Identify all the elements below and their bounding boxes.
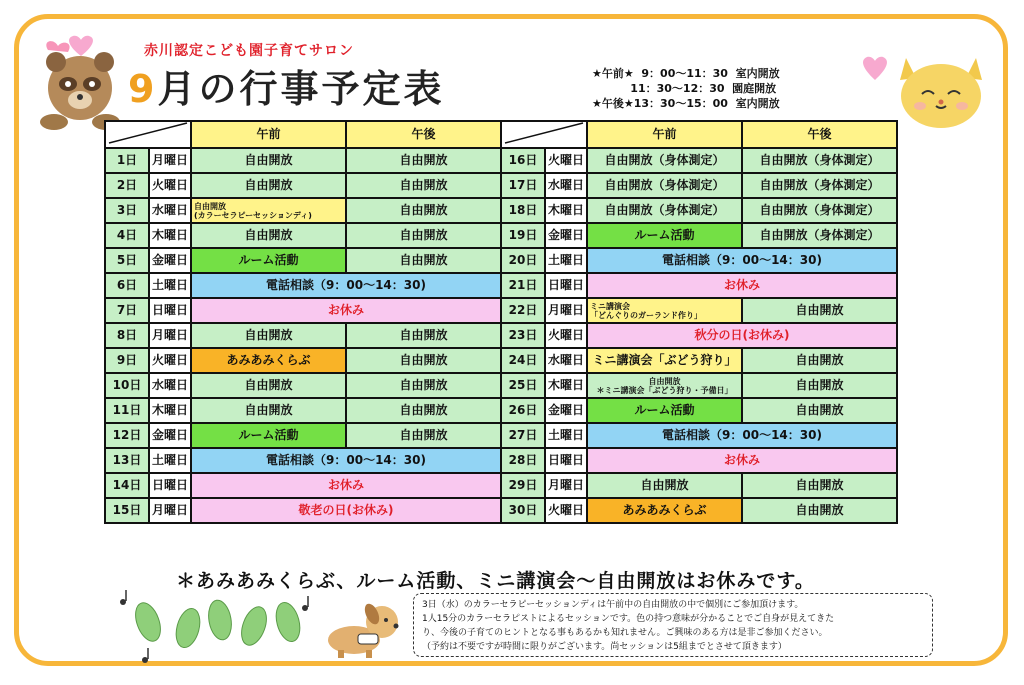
day-cell: 4日 [105,223,149,248]
weekday-cell: 水曜日 [545,173,587,198]
event-cell-pm: 自由開放 [742,348,897,373]
event-cell-full: お休み [191,298,501,323]
event-cell-pm: 自由開放 [742,498,897,523]
event-cell-am: 自由開放 [191,398,346,423]
table-row [105,298,501,323]
table-row [501,498,897,523]
event-cell-am: 自由開放 [191,173,346,198]
event-cell-pm: 自由開放 [742,298,897,323]
event-cell-pm: 自由開放 [346,198,501,223]
day-cell: 29日 [501,473,545,498]
event-cell-pm: 自由開放（身体測定） [742,223,897,248]
heart-icon [858,54,892,82]
day-cell: 13日 [105,448,149,473]
event-cell-pm: 自由開放 [742,398,897,423]
table-row [501,373,897,398]
table-row [105,223,501,248]
opening-hours: ★午前★ 9：00～11：30 室内開放 11：30～12：30 園庭開放 ★午後★13：30～15：00 室内開放 [592,67,780,110]
day-cell: 26日 [501,398,545,423]
event-cell-pm: 自由開放 [346,398,501,423]
header-corner [501,121,587,148]
event-cell-full: 電話相談（9：00～14：30) [587,248,897,273]
table-row [501,448,897,473]
info-line: 3日（水）のカラーセラピーセッションディは午前中の自由開放の中で個別にご参加頂けます。 [422,600,804,610]
day-cell: 22日 [501,298,545,323]
event-cell-full: お休み [191,473,501,498]
event-cell-pm: 自由開放 [346,348,501,373]
table-row [105,248,501,273]
weekday-cell: 火曜日 [545,498,587,523]
weekday-cell: 月曜日 [149,498,191,523]
event-cell-am: 自由開放 [191,373,346,398]
music-note-icon [138,646,154,664]
weekday-cell: 土曜日 [149,273,191,298]
closure-note: ＊あみあみくらぶ、ルーム活動、ミニ講演会～自由開放はお休みです。 [176,570,815,592]
weekday-cell: 金曜日 [545,398,587,423]
event-cell-pm: 自由開放（身体測定） [742,148,897,173]
day-cell: 3日 [105,198,149,223]
weekday-cell: 木曜日 [545,198,587,223]
event-cell-pm: 自由開放 [346,373,501,398]
day-cell: 15日 [105,498,149,523]
event-cell-am: 自由開放 [191,148,346,173]
event-cell-am: ミニ講演会「ぶどう狩り」 [587,348,742,373]
event-cell-pm: 自由開放 [346,248,501,273]
event-cell-am: 自由開放 ＊ミニ講演会「ぶどう狩り・予備日」 [587,373,742,398]
weekday-cell: 水曜日 [545,348,587,373]
info-line: り、今後の子育てのヒントとなる事もあるかも知れません。ご興味のある方は是非ご参加ください。 [422,628,828,638]
day-cell: 9日 [105,348,149,373]
weekday-cell: 日曜日 [149,298,191,323]
day-cell: 19日 [501,223,545,248]
weekday-cell: 月曜日 [149,323,191,348]
event-cell-pm: 自由開放 [346,173,501,198]
title-month: 9 [128,67,158,111]
day-cell: 20日 [501,248,545,273]
day-cell: 11日 [105,398,149,423]
day-cell: 27日 [501,423,545,448]
weekday-cell: 火曜日 [149,173,191,198]
event-cell-pm: 自由開放 [346,148,501,173]
event-cell-am: 自由開放（身体測定） [587,173,742,198]
table-row [105,348,501,373]
event-cell-am: ルーム活動 [587,223,742,248]
weekday-cell: 月曜日 [545,298,587,323]
schedule-table-right [500,120,898,524]
day-cell: 25日 [501,373,545,398]
weekday-cell: 土曜日 [545,248,587,273]
event-cell-full: 電話相談（9：00～14：30) [587,423,897,448]
event-cell-am: あみあみくらぶ [587,498,742,523]
table-row [501,473,897,498]
day-cell: 16日 [501,148,545,173]
event-cell-pm: 自由開放（身体測定） [742,198,897,223]
weekday-cell: 火曜日 [545,323,587,348]
table-row [105,173,501,198]
table-row [105,373,501,398]
event-cell-full: 電話相談（9：00～14：30) [191,273,501,298]
event-cell-am: ルーム活動 [191,248,346,273]
table-row [105,323,501,348]
day-cell: 10日 [105,373,149,398]
day-cell: 12日 [105,423,149,448]
event-cell-am: 自由開放 [191,323,346,348]
column-header-pm: 午後 [742,121,897,148]
table-row [105,198,501,223]
page-title [128,58,444,113]
event-cell-pm: 自由開放 [346,223,501,248]
day-cell: 6日 [105,273,149,298]
day-cell: 30日 [501,498,545,523]
weekday-cell: 木曜日 [149,398,191,423]
day-cell: 1日 [105,148,149,173]
day-cell: 7日 [105,298,149,323]
day-cell: 8日 [105,323,149,348]
event-cell-am: 自由開放 [191,223,346,248]
table-header-row [105,121,501,148]
weekday-cell: 土曜日 [545,423,587,448]
event-cell-full: 秋分の日(お休み) [587,323,897,348]
day-cell: 14日 [105,473,149,498]
event-cell-am: ルーム活動 [587,398,742,423]
event-cell-pm: 自由開放（身体測定） [742,173,897,198]
info-line: 1人15分のカラーセラピストによるセッションです。色の持つ意味が分かることでご自身が見えてきた [422,614,835,624]
table-header-row [501,121,897,148]
weekday-cell: 火曜日 [149,348,191,373]
day-cell: 28日 [501,448,545,473]
table-row [105,148,501,173]
event-cell-am: 自由開放 [587,473,742,498]
table-row [501,398,897,423]
info-line: （予約は不要ですが時間に限りがございます。尚セッションは5組までとさせて頂きます） [422,642,787,652]
table-row [501,323,897,348]
event-cell-am: ミニ講演会 「どんぐりのガーランド作り」 [587,298,742,323]
event-cell-full: 電話相談（9：00～14：30) [191,448,501,473]
schedule-table-left [104,120,502,524]
event-cell-am: ルーム活動 [191,423,346,448]
table-row [105,273,501,298]
music-note-icon [298,594,314,612]
weekday-cell: 金曜日 [149,423,191,448]
music-note-icon [116,588,132,606]
diagonal-line [107,122,189,144]
event-cell-pm: 自由開放 [742,473,897,498]
table-row [501,298,897,323]
weekday-cell: 木曜日 [545,373,587,398]
table-row [105,448,501,473]
weekday-cell: 水曜日 [149,373,191,398]
day-cell: 5日 [105,248,149,273]
weekday-cell: 木曜日 [149,223,191,248]
event-cell-full: お休み [587,273,897,298]
heart-icon [64,34,98,58]
weekday-cell: 日曜日 [545,448,587,473]
table-row [501,173,897,198]
table-row [501,198,897,223]
table-row [501,223,897,248]
day-cell: 24日 [501,348,545,373]
header-corner [105,121,191,148]
title-text: 月の行事予定表 [157,67,445,111]
table-row [501,273,897,298]
table-row [105,423,501,448]
table-row [501,248,897,273]
day-cell: 2日 [105,173,149,198]
table-row [105,473,501,498]
weekday-cell: 日曜日 [149,473,191,498]
table-row [501,348,897,373]
dog-illustration [318,594,408,660]
event-cell-full: 敬老の日(お休み) [191,498,501,523]
weekday-cell: 日曜日 [545,273,587,298]
diagonal-line [503,122,585,144]
table-row [501,423,897,448]
day-cell: 17日 [501,173,545,198]
column-header-am: 午前 [587,121,742,148]
event-cell-pm: 自由開放 [346,423,501,448]
table-row [105,398,501,423]
column-header-pm: 午後 [346,121,501,148]
subtitle: 赤川認定こども園子育てサロン [144,43,354,59]
event-cell-pm: 自由開放 [742,373,897,398]
table-row [105,498,501,523]
event-cell-am: あみあみくらぶ [191,348,346,373]
event-cell-pm: 自由開放 [346,323,501,348]
weekday-cell: 水曜日 [149,198,191,223]
day-cell: 21日 [501,273,545,298]
color-therapy-info [413,593,933,657]
weekday-cell: 金曜日 [149,248,191,273]
cat-illustration [886,44,996,134]
weekday-cell: 火曜日 [545,148,587,173]
event-cell-am: 自由開放（身体測定） [587,198,742,223]
column-header-am: 午前 [191,121,346,148]
day-cell: 23日 [501,323,545,348]
weekday-cell: 土曜日 [149,448,191,473]
event-cell-am: 自由開放（身体測定） [587,148,742,173]
day-cell: 18日 [501,198,545,223]
event-cell-full: お休み [587,448,897,473]
event-cell-am: 自由開放 (カラーセラピーセッションディ) [191,198,346,223]
weekday-cell: 金曜日 [545,223,587,248]
table-row [501,148,897,173]
weekday-cell: 月曜日 [545,473,587,498]
weekday-cell: 月曜日 [149,148,191,173]
